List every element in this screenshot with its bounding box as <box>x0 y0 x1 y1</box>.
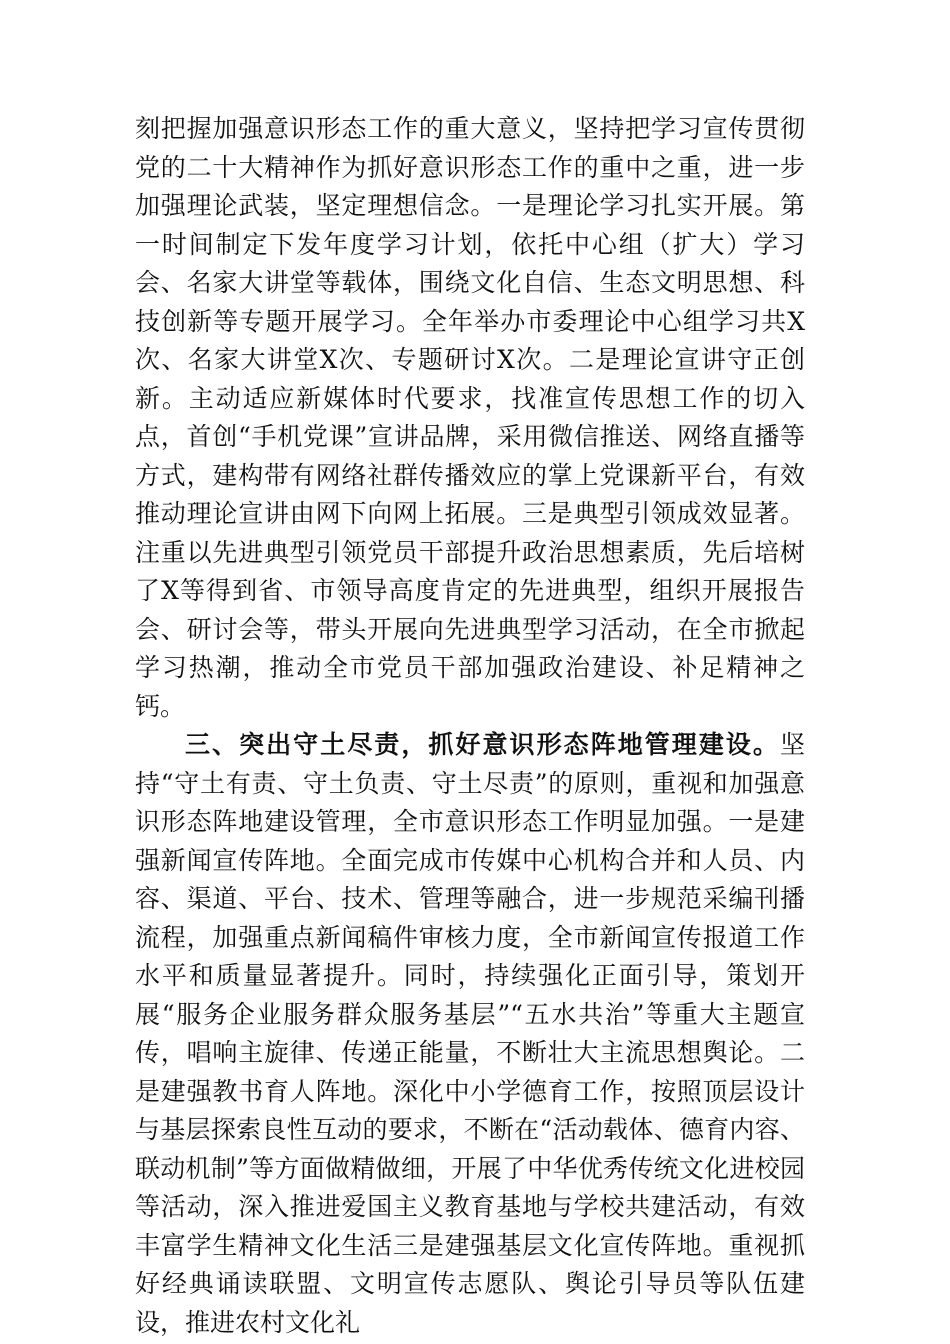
section-three-paragraph <box>135 726 805 1342</box>
continued-paragraph: 刻把握加强意识形态工作的重大意义，坚持把学习宣传贯彻党的二十大精神作为抓好意识形态工作的重中之重，进一步加强理论武装，坚定理想信念。一是理论学习扎实开展。第一时间制定下发年度学习计划，依托中心组（扩大）学习会、名家大讲堂等载体，围绕文化自信、生态文明思想、科技创新等专题开展学习。全年举办市委理论中心组学习共X次、名家大讲堂X次、专题研讨X次。二是理论宣讲守正创新。主动适应新媒体时代要求，找准宣传思想工作的切入点，首创“手机党课”宣讲品牌，采用微信推送、网络直播等方式，建构带有网络社群传播效应的掌上党课新平台，有效推动理论宣讲由网下向网上拓展。三是典型引领成效显著。注重以先进典型引领党员干部提升政治思想素质，先后培树了X等得到省、市领导高度肯定的先进典型，组织开展报告会、研讨会等，带头开展向先进典型学习活动，在全市掀起学习热潮，推动全市党员干部加强政治建设、补足精神之钙。 <box>135 114 805 721</box>
section-body-text: 坚持“守土有责、守土负责、守土尽责”的原则，重视和加强意识形态阵地建设管理，全市意识形态工作明显加强。一是建强新闻宣传阵地。全面完成市传媒中心机构合并和人员、内容、渠道、平台、技术、管理等融合，进一步规范采编刊播流程，加强重点新闻稿件审核力度，全市新闻宣传报道工作水平和质量显著提升。同时，持续强化正面引导，策划开展“服务企业服务群众服务基层”“五水共治”等重大主题宣传，唱响主旋律、传递正能量，不断壮大主流思想舆论。二是建强教书育人阵地。深化中小学德育工作，按照顶层设计与基层探索良性互动的要求，不断在“活动载体、德育内容、联动机制”等方面做精做细，开展了中华优秀传统文化进校园等活动，深入推进爱国主义教育基地与学校共建活动，有效丰富学生精神文化生活三是建强基层文化宣传阵地。重视抓好经典诵读联盟、文明宣传志愿队、舆论引导员等队伍建设，推进农村文化礼 <box>135 730 805 1337</box>
section-heading: 三、突出守土尽责，抓好意识形态阵地管理建设。 <box>185 730 780 759</box>
document-body <box>135 110 805 1342</box>
